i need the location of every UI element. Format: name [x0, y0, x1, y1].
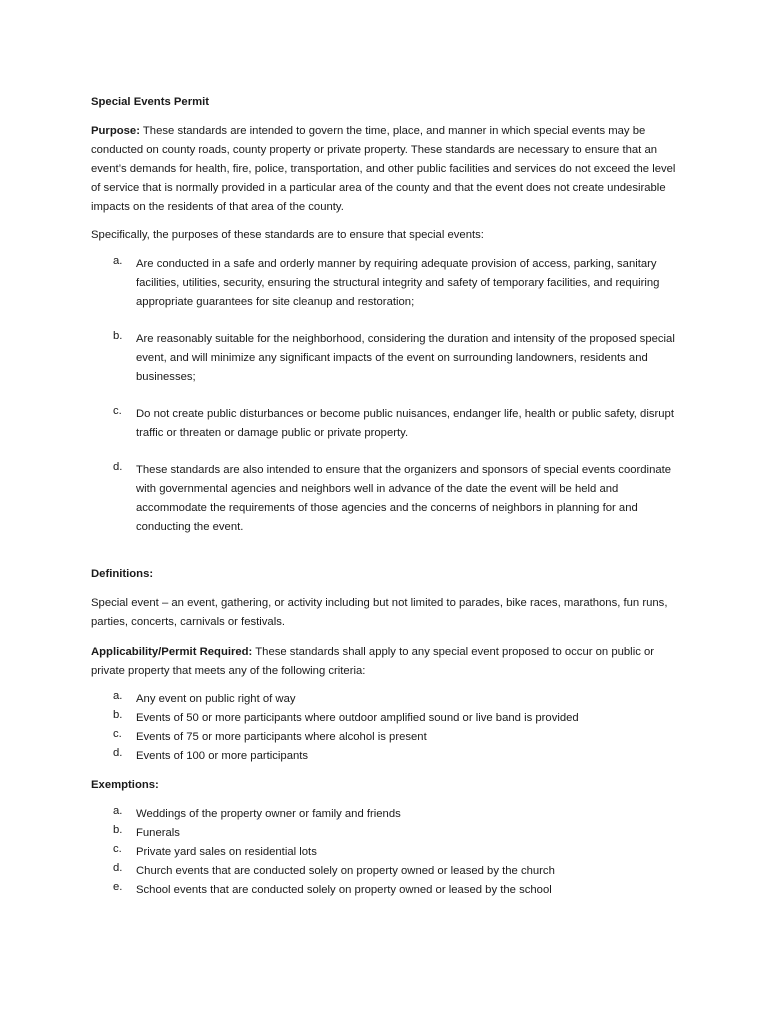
- list-marker: c.: [113, 843, 122, 855]
- list-marker: e.: [113, 881, 123, 893]
- list-item-text: These standards are also intended to ensure that the organizers and sponsors of special events coordinate with governmental agencies and neighbors well in advance of the date the event will be held and accommodate the requirements of those agencies and the concerns of neighbors in planning for and conducting the event.: [136, 464, 672, 533]
- criteria-item: [113, 747, 683, 766]
- exemption-item: [113, 824, 683, 843]
- list-marker: a.: [113, 690, 123, 702]
- purpose-label: Purpose:: [91, 125, 140, 137]
- applicability-label: Applicability/Permit Required:: [91, 646, 253, 658]
- list-marker: d.: [113, 461, 123, 473]
- list-item-text: Events of 100 or more participants: [136, 750, 309, 762]
- list-item-text: School events that are conducted solely on property owned or leased by the school: [136, 884, 552, 896]
- definitions-heading: Definitions:: [91, 568, 154, 580]
- applicability-paragraph: [91, 643, 681, 681]
- list-marker: a.: [113, 805, 123, 817]
- specifically-paragraph: Specifically, the purposes of these standards are to ensure that special events:: [91, 229, 484, 241]
- exemption-item: [113, 805, 683, 824]
- purpose-text: These standards are intended to govern the time, place, and manner in which special events may be conducted on county roads, county property or private property. These standards are necessary to ensure that an event’s demands for health, fire, police, transportation, and other public facilities and services do not exceed the level of service that is normally provided in a particular area of the county and that the event does not create undesirable impacts on the residents of that area of the county.: [91, 125, 676, 213]
- exemptions-heading: Exemptions:: [91, 779, 159, 791]
- exemption-item: [113, 843, 683, 862]
- criteria-item: [113, 728, 683, 747]
- exemption-item: [113, 881, 683, 900]
- criteria-item: [113, 709, 683, 728]
- purpose-paragraph: [91, 122, 681, 217]
- list-item-text: Weddings of the property owner or family and friends: [136, 808, 401, 820]
- list-item-text: Are conducted in a safe and orderly manner by requiring adequate provision of access, parking, sanitary facilities, utilities, security, ensuring the structural integrity and safety of temporary facilities, and requiring appropriate guarantees for site cleanup and restoration;: [136, 258, 660, 308]
- purpose-item: [113, 330, 683, 387]
- list-marker: a.: [113, 255, 123, 267]
- list-item-text: Any event on public right of way: [136, 693, 296, 705]
- list-item-text: Funerals: [136, 827, 180, 839]
- list-marker: b.: [113, 330, 123, 342]
- list-marker: b.: [113, 824, 123, 836]
- list-marker: d.: [113, 747, 123, 759]
- list-item-text: Do not create public disturbances or become public nuisances, endanger life, health or public safety, disrupt traffic or threaten or damage public or private property.: [136, 408, 674, 439]
- list-marker: c.: [113, 405, 122, 417]
- applicability-text: These standards shall apply to any special event proposed to occur on public or private property that meets any of the following criteria:: [91, 646, 655, 677]
- list-item-text: Are reasonably suitable for the neighborhood, considering the duration and intensity of the proposed special event, and will minimize any significant impacts of the event on surrounding landowners, residents and businesses;: [136, 333, 675, 383]
- purpose-item: [113, 461, 683, 537]
- purpose-item: [113, 255, 683, 312]
- definitions-text: Special event – an event, gathering, or activity including but not limited to parades, bike races, marathons, fun runs, parties, concerts, carnivals or festivals.: [91, 597, 668, 628]
- list-marker: c.: [113, 728, 122, 740]
- page-title: Special Events Permit: [91, 96, 210, 108]
- list-item-text: Church events that are conducted solely on property owned or leased by the church: [136, 865, 555, 877]
- list-item-text: Private yard sales on residential lots: [136, 846, 317, 858]
- list-marker: d.: [113, 862, 123, 874]
- list-item-text: Events of 50 or more participants where outdoor amplified sound or live band is provided: [136, 712, 579, 724]
- exemption-item: [113, 862, 683, 881]
- list-marker: b.: [113, 709, 123, 721]
- purpose-item: [113, 405, 683, 443]
- list-item-text: Events of 75 or more participants where alcohol is present: [136, 731, 427, 743]
- criteria-item: [113, 690, 683, 709]
